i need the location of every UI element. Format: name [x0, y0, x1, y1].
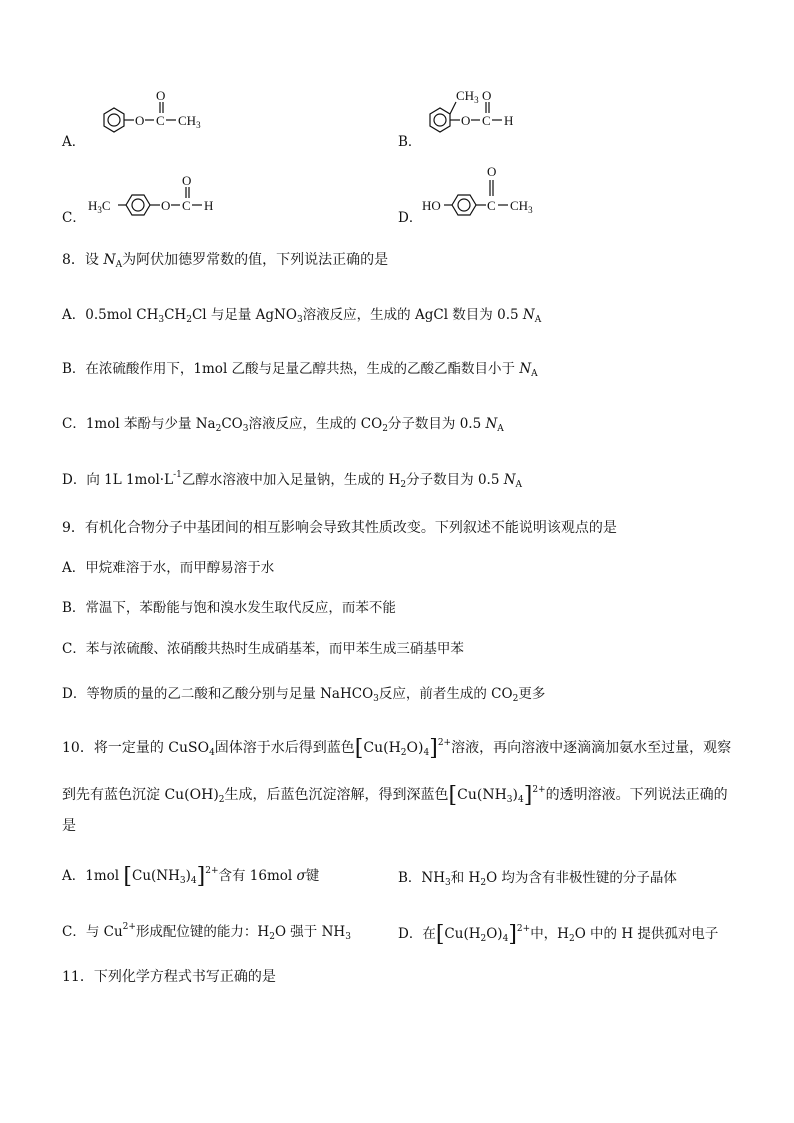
svg-text:H: H	[504, 113, 514, 128]
q10-option-d: D．在$[Cu(H_2O)_4]^{2+}$中，$H_2O$ 中的 H 提供孤对电子	[398, 922, 719, 947]
option-a-label: A．	[62, 134, 86, 150]
structure-a-phenyl-acetate	[84, 84, 244, 156]
q9-option-c: C．苯与浓硫酸、浓硝酸共热时生成硝基苯，而甲苯生成三硝基甲苯	[62, 641, 464, 657]
svg-text:C: C	[182, 198, 191, 213]
q11-stem: 11．下列化学方程式书写正确的是	[62, 969, 276, 985]
svg-text:O: O	[161, 198, 171, 213]
svg-text:C: C	[482, 113, 491, 128]
svg-text:C: C	[156, 113, 165, 128]
q10-stem-line2: 到先有蓝色沉淀 $Cu(OH)_2$生成，后蓝色沉淀溶解，得到深蓝色$[Cu(NH_3)_4]^{2+}$的透明溶液。下列说法正确的	[62, 783, 728, 808]
svg-text:O: O	[135, 113, 145, 128]
q10-stem-line1: 10．将一定量的 CuSO$_4$固体溶于水后得到蓝色$[Cu(H_2O)_4]^{2+}$溶液，再向溶液中逐滴滴加氨水至过量，观察	[62, 736, 732, 761]
svg-text:HO: HO	[422, 198, 441, 213]
svg-text:O: O	[182, 173, 192, 188]
svg-text:O: O	[156, 88, 166, 103]
svg-text:CH3: $CH_3$	[456, 88, 479, 105]
svg-text:O: O	[482, 88, 492, 103]
svg-text:C: C	[487, 198, 496, 213]
q8-stem: 8．设 $N_A$为阿伏加德罗常数的值，下列说法正确的是	[62, 252, 389, 270]
q9-stem: 9．有机化合物分子中基团间的相互影响会导致其性质改变。下列叙述不能说明该观点的是	[62, 520, 617, 536]
q10-option-a: A．1mol $[Cu(NH_3)_4]^{2+}$含有 16mol σ键	[62, 864, 320, 889]
option-b-label: B．	[398, 134, 422, 150]
q9-option-d: D．等物质的量的乙二酸和乙酸分别与足量 NaHCO$_3$反应，前者生成的 $CO_2$更多	[62, 686, 546, 704]
svg-text:CH3: $CH_3$	[178, 113, 201, 130]
q8-option-a: A．0.5mol $CH_3CH_2Cl$ 与足量 AgNO$_3$溶液反应，生成的 AgCl 数目为 0.5 $N_A$	[62, 307, 542, 325]
q9-option-a: A．甲烷难溶于水，而甲醇易溶于水	[62, 560, 275, 576]
structure-b-o-methylphenyl-formate	[418, 84, 568, 156]
q10-option-b: B．$NH_3$和 $H_2O$ 均为含有非极性键的分子晶体	[398, 870, 677, 888]
q10-stem-line3: 是	[62, 818, 76, 834]
svg-text:O: O	[461, 113, 471, 128]
structure-d-p-hydroxyacetophenone	[420, 158, 580, 230]
option-c-label: C．	[62, 210, 86, 226]
q8-option-b: B．在浓硫酸作用下，1mol 乙酸与足量乙醇共热，生成的乙酸乙酯数目小于 $N_A$	[62, 361, 538, 379]
svg-text:H3C: $H_3C$	[88, 198, 111, 215]
q8-option-c: C．1mol 苯酚与少量 $Na_2CO_3$溶液反应，生成的 $CO_2$分子数目为 0.5 $N_A$	[62, 416, 504, 434]
svg-text:H: H	[204, 198, 214, 213]
q10-option-c: C．与 $Cu^{2+}$形成配位键的能力：$H_2O$ 强于 $NH_3$	[62, 922, 351, 942]
q8-option-d: D．向 1L $1mol\cdot L^{-1}$乙醇水溶液中加入足量钠，生成的 $H_2$分子数目为 0.5 $N_A$	[62, 470, 523, 490]
svg-text:O: O	[487, 164, 497, 179]
q9-option-b: B．常温下，苯酚能与饱和溴水发生取代反应，而苯不能	[62, 600, 396, 616]
option-d-label: D．	[398, 210, 423, 226]
structure-c-p-methylphenyl-formate	[84, 162, 254, 234]
svg-text:CH3: $CH_3$	[510, 198, 533, 215]
